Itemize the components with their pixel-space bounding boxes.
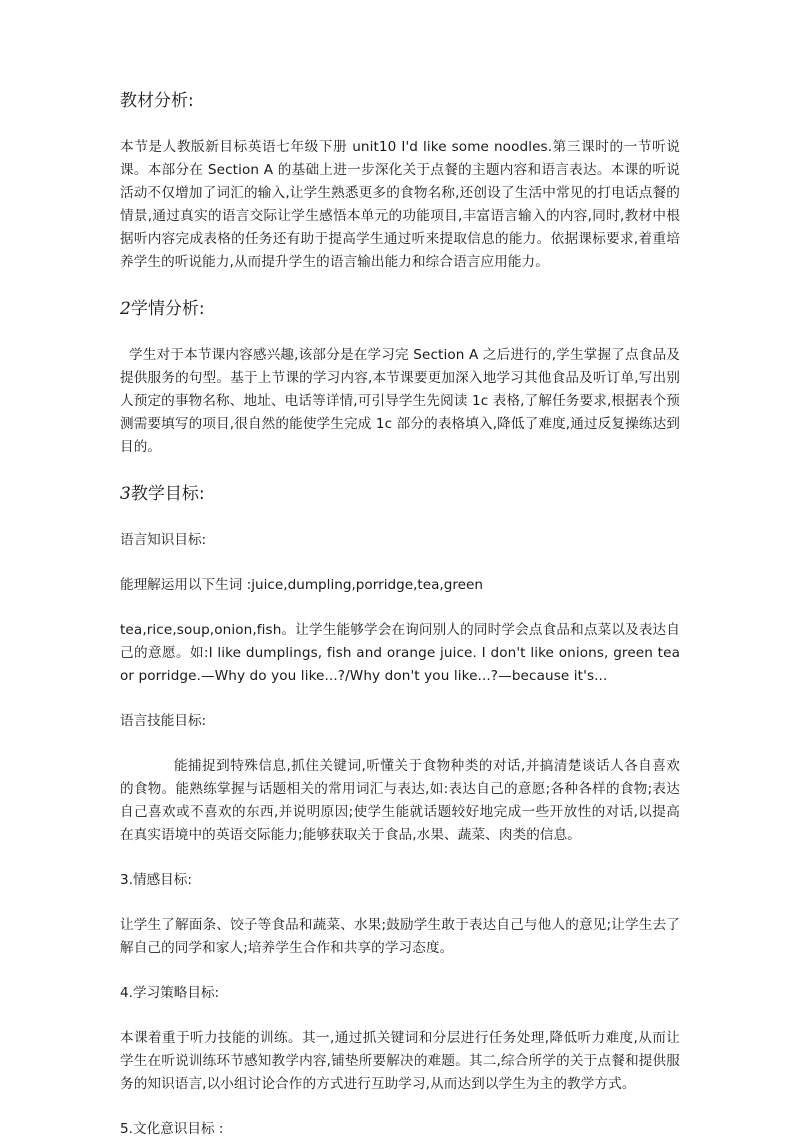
subheading-learning-strategy: 4.学习策略目标: (120, 985, 220, 1001)
section-heading-student-analysis (120, 296, 680, 322)
section-heading-textbook-analysis (120, 88, 680, 114)
heading-number: 2 (120, 299, 131, 319)
subheading-cultural-awareness: 5.文化意识目标 : (120, 1121, 224, 1137)
paragraph-emotional-goals: 让学生了解面条、饺子等食品和蔬菜、水果;鼓励学生敢于表达自己与他人的意见;让学生去了解自己的同学和家人;培养学生合作和共享的学习态度。 (120, 917, 680, 956)
paragraph-learning-strategy: 本课着重于听力技能的训练。其一,通过抓关键词和分层进行任务处理,降低听力难度,从而让学生在听说训练环节感知教学内容,铺垫所要解决的难题。其二,综合所学的关于点餐和提供服务的知识语言,以小组讨论合作的方式进行互助学习,从而达到以学生为主的教学方式。 (120, 1030, 680, 1092)
paragraph-textbook-analysis: 本节是人教版新目标英语七年级下册 unit10 I'd like some noodles.第三课时的一节听说课。本部分在 Section A 的基础上进一步深化关于点餐的主题内容和语言表达。本课的听说活动不仅增加了词汇的输入,让学生熟悉更多的食物名称,还创设了生活中常见的打电话点餐的情景,通过真实的语言交际让学生感悟本单元的功能项目,丰富语言输入的内容,同时,教材中根据听内容完成表格的任务还有助于提高学生通过听来提取信息的能力。依据课标要求,着重培养学生的听说能力,从而提升学生的语言输出能力和综合语言应用能力。 (120, 139, 680, 270)
paragraph-vocab-line: 能理解运用以下生词 :juice,dumpling,porridge,tea,green (120, 577, 484, 593)
heading-text: 教材分析: (120, 91, 194, 111)
subheading-language-knowledge: 语言知识目标: (120, 532, 207, 548)
paragraph-language-knowledge: tea,rice,soup,onion,fish。让学生能够学会在询问别人的同时学会点食品和点菜以及表达自己的意愿。如:I like dumplings, fish and orange juice. I don't like onions, green tea or porridge.—Why do you like...?/Why don't you like...?—because it's... (120, 622, 680, 684)
section-heading-teaching-goals (120, 481, 680, 507)
subheading-language-skills: 语言技能目标: (120, 713, 207, 729)
heading-text: 教学目标: (130, 484, 205, 504)
subheading-emotional-goals: 3.情感目标: (120, 872, 192, 888)
heading-text: 学情分析: (130, 299, 205, 319)
paragraph-student-analysis: 学生对于本节课内容感兴趣,该部分是在学习完 Section A 之后进行的,学生掌握了点食品及提供服务的句型。基于上节课的学习内容,本节课要更加深入地学习其他食品及听订单,写出别人预定的事物名称、地址、电话等详情,可引导学生先阅读 1c 表格,了解任务要求,根据表个预测需要填写的项目,很自然的能使学生完成 1c 部分的表格填入,降低了难度,通过反复操练达到目的。 (120, 347, 680, 455)
paragraph-language-skills: 能捕捉到特殊信息,抓住关键词,听懂关于食物种类的对话,并搞清楚谈话人各自喜欢的食物。能熟练掌握与话题相关的常用词汇与表达,如:表达自己的意愿;各种各样的食物;表达自己喜欢或不喜欢的东西,并说明原因;使学生能就话题较好地完成一些开放性的对话,以提高在真实语境中的英语交际能力;能够获取关于食品,水果、蔬菜、肉类的信息。 (120, 758, 680, 843)
heading-number: 3 (120, 484, 131, 504)
